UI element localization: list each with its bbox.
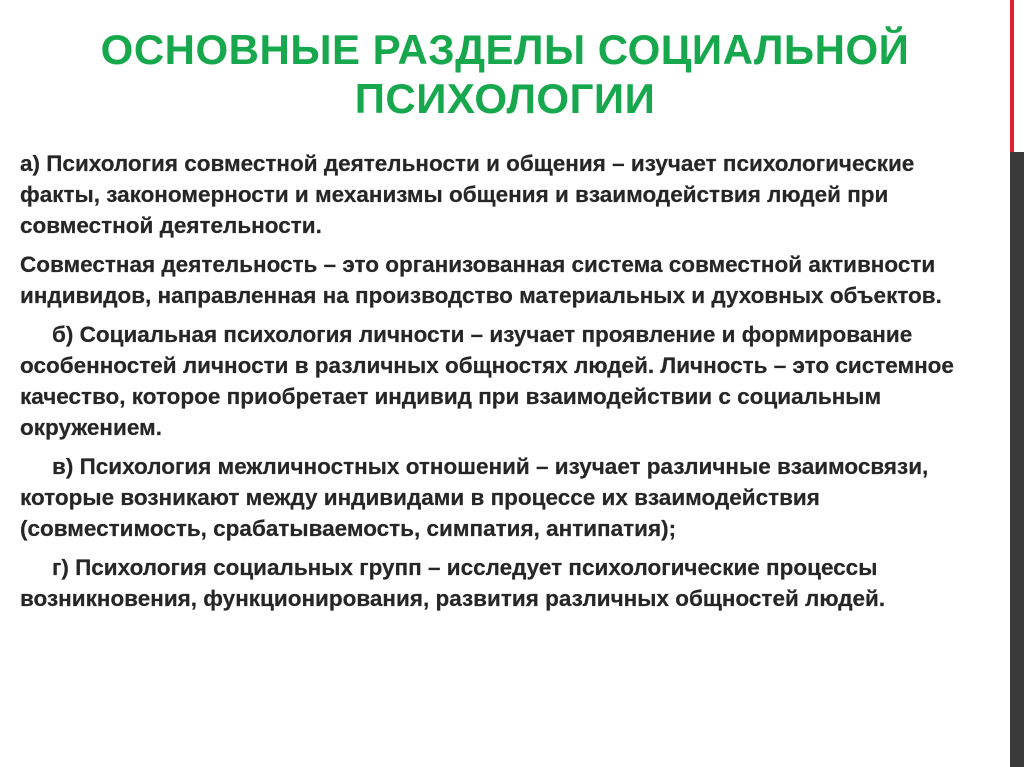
paragraph-a: а) Психология совместной деятельности и общения – изучает психологические факты, закономерности и механизмы общения и взаимодействия людей при совместной деятельности. (20, 151, 915, 238)
paragraph-v: в) Психология межличностных отношений – изучает различные взаимосвязи, которые возникают между индивидами в процессе их взаимодействия (совместимость, срабатываемость, симпатия, антипатия); (20, 454, 929, 541)
paragraph-g: г) Психология социальных групп – исследует психологические процессы возникновения, функционирования, развития различных общностей людей. (20, 555, 886, 611)
paragraph-b: б) Социальная психология личности – изучает проявление и формирование особенностей личности в различных общностях людей. Личность – это системное качество, которое приобретает индивид при взаимодействии с социальным окружением. (20, 322, 954, 440)
right-edge-accent (1010, 0, 1024, 152)
slide-title: ОСНОВНЫЕ РАЗДЕЛЫ СОЦИАЛЬНОЙ ПСИХОЛОГИИ (100, 26, 910, 122)
slide-body (20, 148, 995, 622)
paragraph-definition: Совместная деятельность – это организованная система совместной активности индивидов, направленная на производство материальных и духовных объектов. (20, 252, 942, 308)
right-edge-bar (1010, 152, 1024, 767)
